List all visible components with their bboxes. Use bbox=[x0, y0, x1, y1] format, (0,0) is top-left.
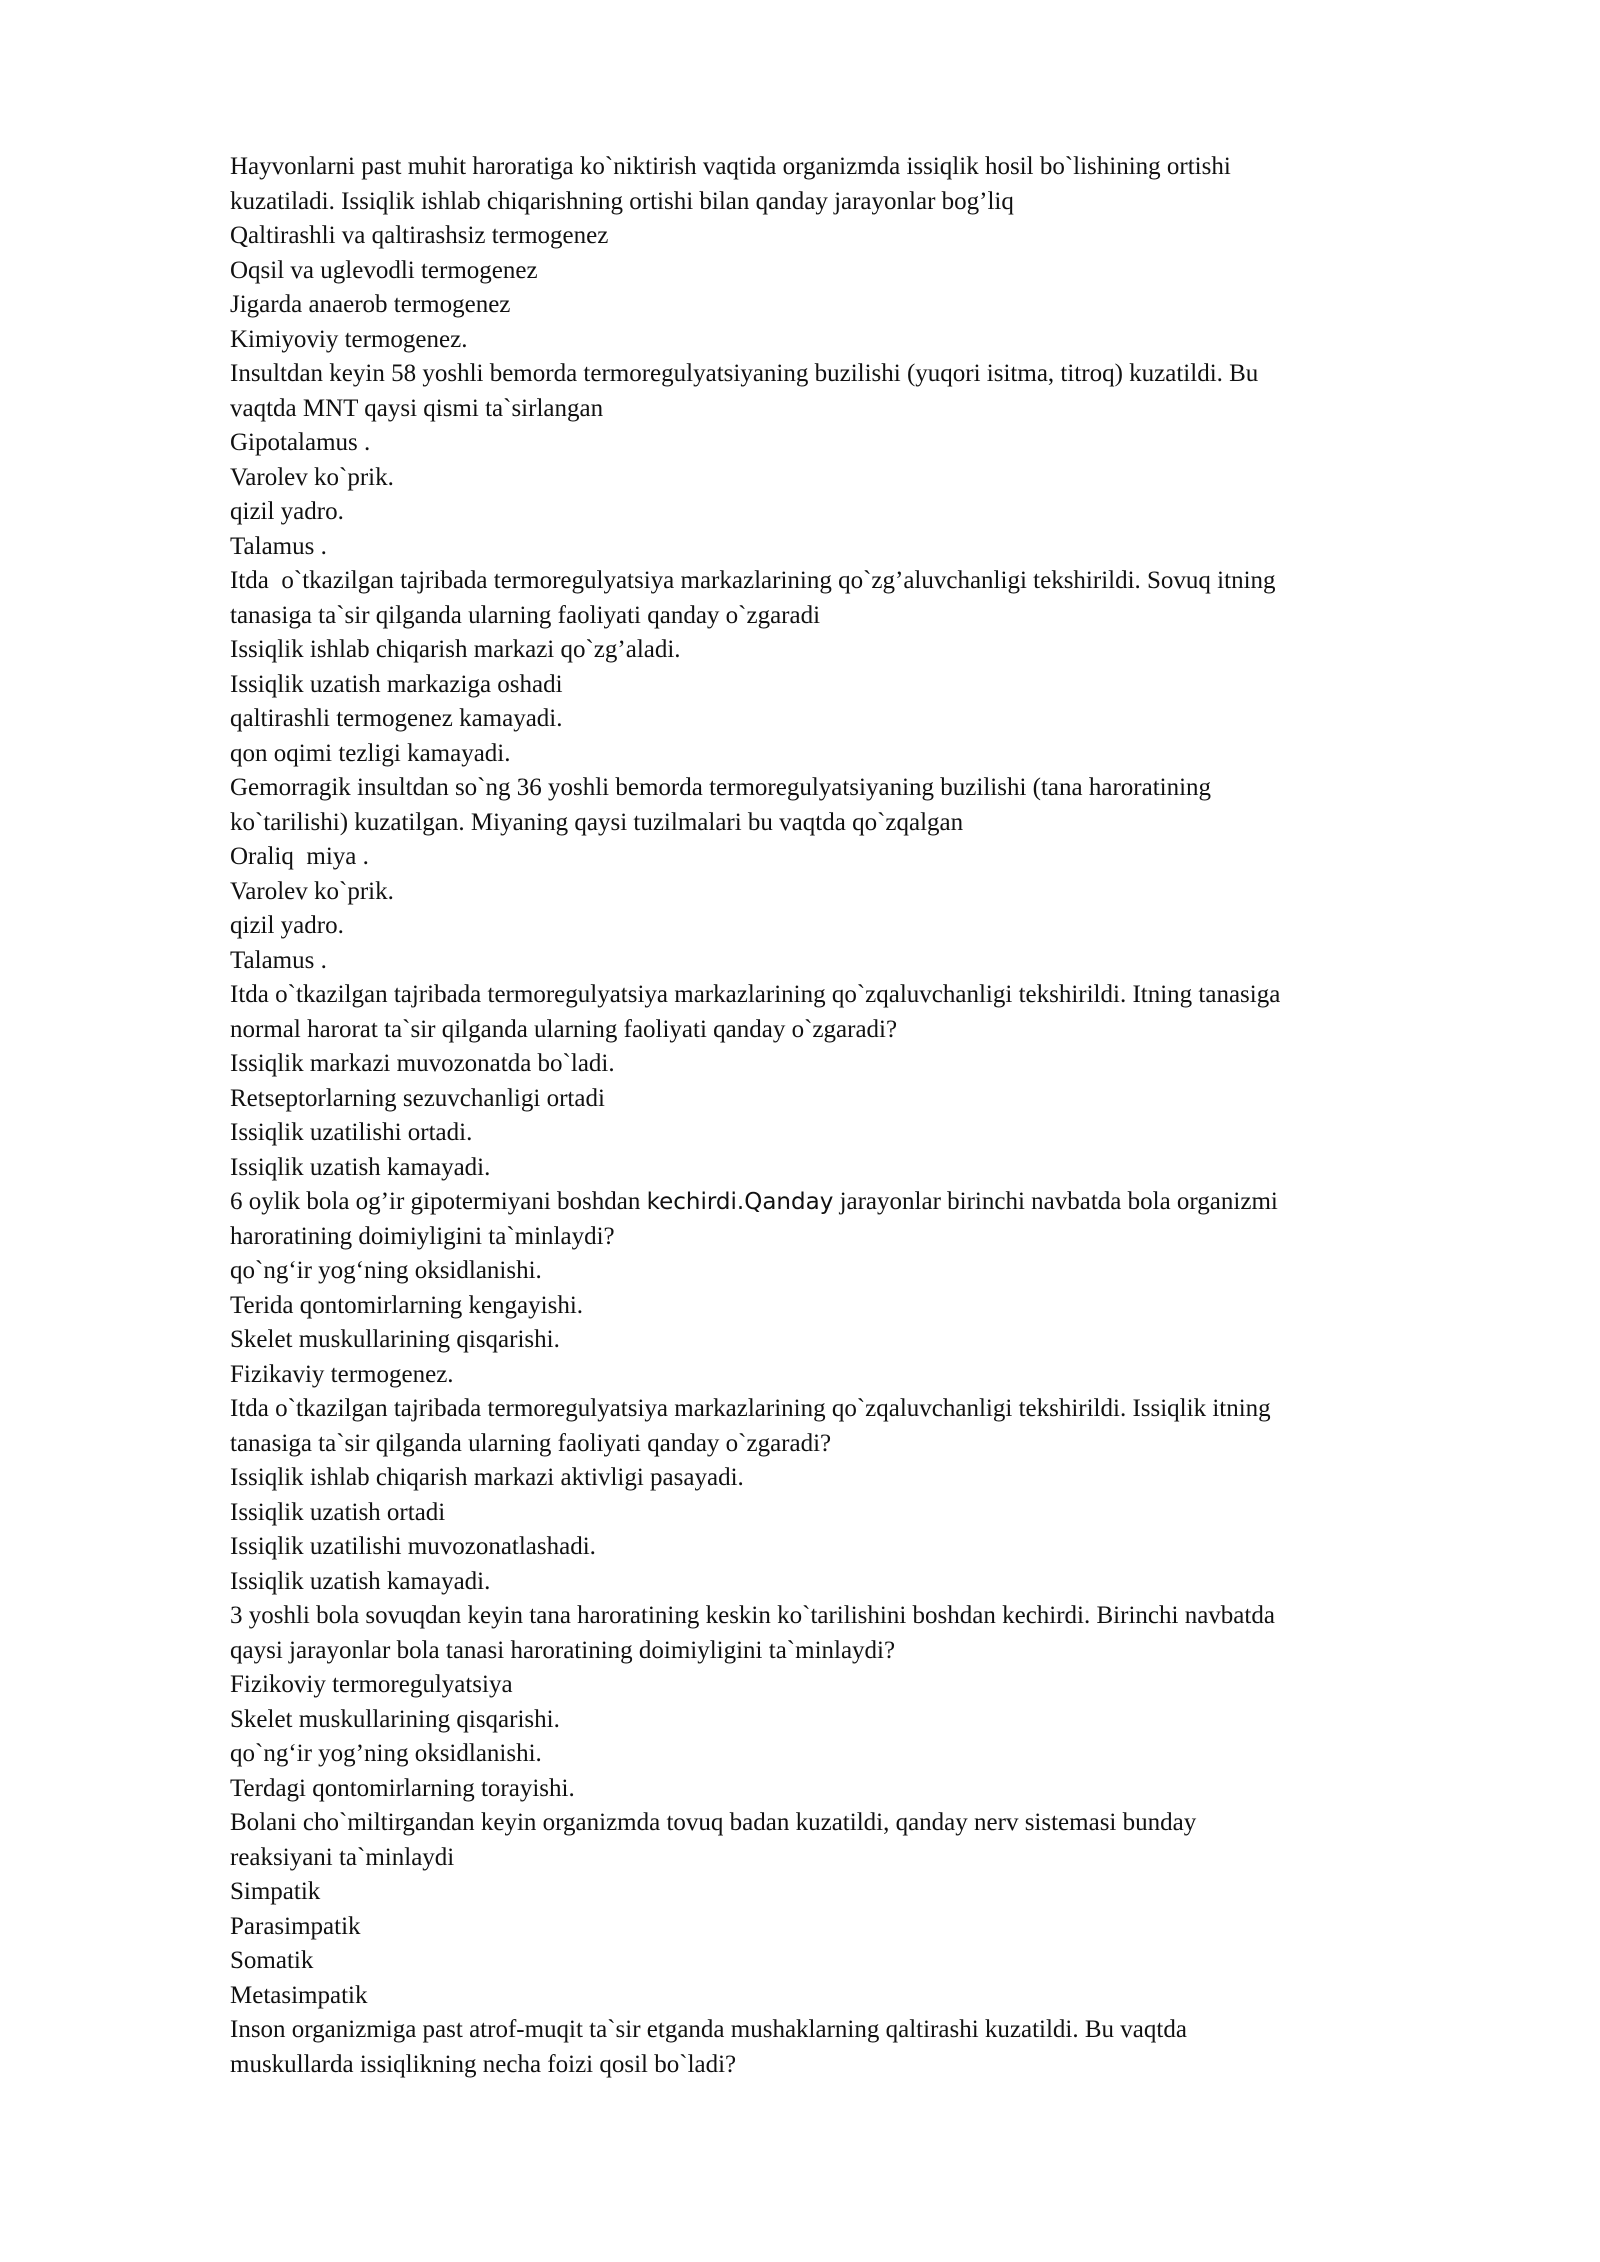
text-line: Retseptorlarning sezuvchanligi ortadi bbox=[230, 1084, 605, 1112]
text-line: normal harorat ta`sir qilganda ularning faoliyati qanday o`zgaradi? bbox=[230, 1015, 898, 1043]
text-line: Itda o`tkazilgan tajribada termoregulyatsiya markazlarining qo`zg’aluvchanligi tekshirildi. Sovuq itning bbox=[230, 567, 1276, 594]
mixed-line-part2: kechirdi.Qanday bbox=[646, 1189, 834, 1215]
text-line: Gemorragik insultdan so`ng 36 yoshli bemorda termoregulyatsiyaning buzilishi (tana haroratining bbox=[230, 774, 1212, 801]
text-line: qon oqimi tezligi kamayadi. bbox=[230, 739, 511, 767]
text-line: Inson organizmiga past atrof-muqit ta`sir etganda mushaklarning qaltirashi kuzatildi. Bu vaqtda bbox=[230, 2016, 1187, 2043]
text-line: Itda o`tkazilgan tajribada termoregulyatsiya markazlarining qo`zqaluvchanligi tekshirildi. Itning tanasiga bbox=[230, 981, 1281, 1008]
mixed-line-part1: 6 oylik bola og’ir gipotermiyani boshdan bbox=[230, 1188, 647, 1215]
text-line: Parasimpatik bbox=[230, 1912, 361, 1940]
text-line: Metasimpatik bbox=[230, 1981, 368, 2009]
text-line: Oqsil va uglevodli termogenez bbox=[230, 256, 538, 284]
text-line: tanasiga ta`sir qilganda ularning faoliyati qanday o`zgaradi? bbox=[230, 1429, 832, 1457]
text-line: ko`tarilishi) kuzatilgan. Miyaning qaysi tuzilmalari bu vaqtda qo`zqalgan bbox=[230, 808, 964, 836]
text-line: haroratining doimiyligini ta`minlaydi? bbox=[230, 1222, 615, 1250]
text-line: Issiqlik uzatish markaziga oshadi bbox=[230, 670, 563, 698]
text-line: Jigarda anaerob termogenez bbox=[230, 291, 511, 318]
text-line: qo`ng‘ir yog‘ning oksidlanishi. bbox=[230, 1257, 542, 1284]
text-line: qaysi jarayonlar bola tanasi haroratining doimiyligini ta`minlaydi? bbox=[230, 1636, 896, 1664]
text-line: Terida qontomirlarning kengayishi. bbox=[230, 1291, 584, 1319]
text-line: reaksiyani ta`minlaydi bbox=[230, 1843, 455, 1871]
text-line: Issiqlik uzatish ortadi bbox=[230, 1498, 446, 1526]
text-line: Issiqlik uzatish kamayadi. bbox=[230, 1567, 491, 1595]
text-line: Talamus . bbox=[230, 532, 327, 560]
text-line: Issiqlik uzatish kamayadi. bbox=[230, 1153, 491, 1181]
mixed-font-line bbox=[230, 1185, 1530, 1220]
text-line: Bolani cho`miltirgandan keyin organizmda tovuq badan kuzatildi, qanday nerv sistemasi bunday bbox=[230, 1809, 1197, 1836]
text-line: Oraliq miya . bbox=[230, 843, 369, 870]
text-line: Issiqlik ishlab chiqarish markazi aktivligi pasayadi. bbox=[230, 1464, 744, 1491]
text-line: Qaltirashli va qaltirashsiz termogenez bbox=[230, 222, 609, 249]
text-line: Issiqlik markazi muvozonatda bo`ladi. bbox=[230, 1050, 615, 1077]
text-line: qaltirashli termogenez kamayadi. bbox=[230, 705, 563, 732]
text-line: Skelet muskullarining qisqarishi. bbox=[230, 1326, 560, 1353]
text-line: muskullarda issiqlikning necha foizi qosil bo`ladi? bbox=[230, 2050, 737, 2078]
text-line: Kimiyoviy termogenez. bbox=[230, 325, 468, 353]
text-line: qizil yadro. bbox=[230, 498, 344, 525]
text-line: Skelet muskullarining qisqarishi. bbox=[230, 1705, 560, 1733]
text-line: kuzatiladi. Issiqlik ishlab chiqarishning ortishi bilan qanday jarayonlar bog’liq bbox=[230, 187, 1014, 215]
text-line: Issiqlik uzatilishi ortadi. bbox=[230, 1119, 473, 1146]
text-line: Fizikoviy termoregulyatsiya bbox=[230, 1671, 513, 1698]
text-line: 3 yoshli bola sovuqdan keyin tana haroratining keskin ko`tarilishini boshdan kechirdi. Birinchi navbatda bbox=[230, 1602, 1275, 1629]
text-line: Fizikaviy termogenez. bbox=[230, 1360, 454, 1388]
text-line: qo`ng‘ir yog’ning oksidlanishi. bbox=[230, 1740, 542, 1767]
text-line: Hayvonlarni past muhit haroratiga ko`niktirish vaqtida organizmda issiqlik hosil bo`lishining ortishi bbox=[230, 153, 1231, 180]
text-line: Insultdan keyin 58 yoshli bemorda termoregulyatsiyaning buzilishi (yuqori isitma, titroq) kuzatildi. Bu bbox=[230, 360, 1259, 387]
text-line: Itda o`tkazilgan tajribada termoregulyatsiya markazlarining qo`zqaluvchanligi tekshirildi. Issiqlik itning bbox=[230, 1395, 1271, 1422]
mixed-line-part3: jarayonlar birinchi navbatda bola organizmi bbox=[833, 1188, 1278, 1215]
text-line: Somatik bbox=[230, 1947, 314, 1974]
text-line: Varolev ko`prik. bbox=[230, 877, 394, 905]
text-line: Simpatik bbox=[230, 1878, 321, 1905]
document-page bbox=[230, 150, 1530, 2082]
text-line: tanasiga ta`sir qilganda ularning faoliyati qanday o`zgaradi bbox=[230, 601, 821, 629]
text-line: Issiqlik uzatilishi muvozonatlashadi. bbox=[230, 1533, 596, 1560]
text-line: Varolev ko`prik. bbox=[230, 463, 394, 491]
text-line: Terdagi qontomirlarning torayishi. bbox=[230, 1774, 575, 1802]
text-line: Issiqlik ishlab chiqarish markazi qo`zg’aladi. bbox=[230, 636, 681, 663]
text-line: Gipotalamus . bbox=[230, 429, 371, 456]
text-line: vaqtda MNT qaysi qismi ta`sirlangan bbox=[230, 394, 604, 422]
text-line: Talamus . bbox=[230, 946, 327, 974]
text-line: qizil yadro. bbox=[230, 912, 344, 939]
